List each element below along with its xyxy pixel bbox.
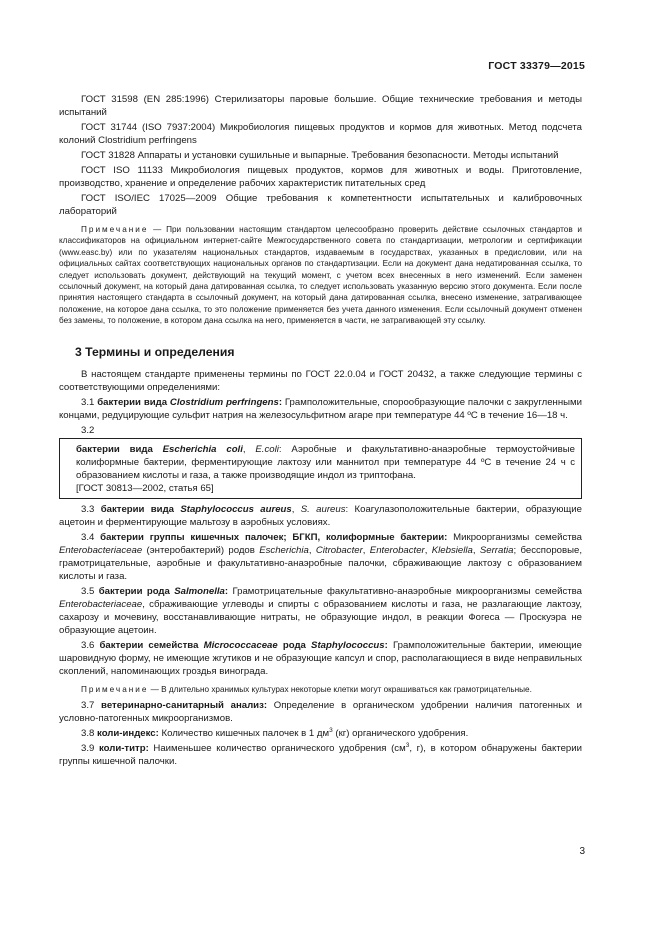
section-intro: В настоящем стандарте применены термины по ГОСТ 22.0.04 и ГОСТ 20432, а также следующие термины с соответствующими определениями: bbox=[59, 368, 582, 393]
term-3-1: 3.1 бактерии вида Clostridium perfringens: Грамположительные, спорообразующие палочки с закругленными концами, редуцирующие сульфит натрия на железосульфитном агаре при температуре 44 ºС в течение 16—18 ч. bbox=[59, 396, 582, 421]
note-label: Примечание bbox=[81, 684, 149, 694]
page-content bbox=[59, 93, 582, 770]
page-number: 3 bbox=[579, 846, 585, 857]
document-code-header: ГОСТ 33379—2015 bbox=[488, 60, 585, 72]
term-3-2-box bbox=[59, 438, 582, 499]
term-3-2-source: [ГОСТ 30813—2002, статья 65] bbox=[76, 482, 214, 494]
term-3-2-number: 3.2 bbox=[81, 424, 95, 436]
normative-reference: ГОСТ ISO 11133 Микробиология пищевых продуктов, кормов для животных и воды. Приготовление, производство, хранение и определение рабочих характеристик питательных сред bbox=[59, 165, 582, 189]
section-title: 3 Термины и определения bbox=[75, 344, 235, 359]
term-3-2: бактерии вида Escherichia coli, E.coli: Аэробные и факультативно-анаэробные термоустойчивые колиформные бактерии, ферментирующие лактозу или маннитол при температуре 44 ºС в течение 24 ч с образованием кислоты и газа, а также производящие индол из триптофана. bbox=[76, 443, 575, 481]
term-3-4: 3.4 бактерии группы кишечных палочек; БГКП, колиформные бактерии: Микроорганизмы семейства Enterobacteriaceae (энтеробактерий) родов Escherichia, Citrobacter, Enterobacter, Klebsiella, Serratia; бесспоровые, грамотрицательные, аэробные и факультативно-анаэробные палочки, сбраживающие лактозу с образованием кислоты и газа. bbox=[59, 531, 582, 582]
note-gram: Примечание — В длительно хранимых культурах некоторые клетки могут окрашиваться как грамотрицательные. bbox=[81, 684, 532, 694]
normative-reference: ГОСТ 31744 (ISO 7937:2004) Микробиология пищевых продуктов и кормов для животных. Метод подсчета колоний Clostridium perfringens bbox=[59, 122, 582, 146]
term-3-6: 3.6 бактерии семейства Micrococcaceae рода Staphylococcus: Грамположительные бактерии, имеющие шаровидную форму, не имеющие жгутиков и не образующие капсул и спор, располагающиеся в виде неправильных скоплений, напоминающих гроздья винограда. bbox=[59, 639, 582, 677]
normative-reference: ГОСТ ISO/IEC 17025—2009 Общие требования к компетентности испытательных и калибровочных лабораторий bbox=[59, 193, 582, 217]
note-references: Примечание — При пользовании настоящим стандартом целесообразно проверить действие ссылочных стандартов и классификаторов на официальном интернет-сайте Межгосударственного совета по стандартизации, метрологии и сертификации (www.easc.by) или по указателям национальных стандартов, издаваемым в государствах, указанных в предисловии, или на официальных сайтах соответствующих национальных органов по стандартизации. Если на документ дана недатированная ссылка, то следует использовать документ, действующий на текущий момент, с учетом всех внесенных в него изменений. Если заменен ссылочный документ, на который дана датированная ссылка, то следует использовать указанную версию этого документа. Если после принятия настоящего стандарта в ссылочный документ, на который дана датированная ссылка, внесено изменение, затрагивающее положение, на которое дана ссылка, то это положение применяется без учета данного изменения. Если ссылочный документ отменен без замены, то положение, в котором дана ссылка на него, применяется в части, не затрагивающей эту ссылку. bbox=[59, 225, 582, 326]
term-3-3: 3.3 бактерии вида Staphylococcus aureus, S. aureus: Коагулазоположительные бактерии, образующие ацетоин и ферментирующие мальтозу в аэробных условиях. bbox=[59, 503, 582, 528]
normative-reference: ГОСТ 31828 Аппараты и установки сушильные и выпарные. Требования безопасности. Методы испытаний bbox=[81, 150, 559, 161]
note-text: При пользовании настоящим стандартом целесообразно проверить действие ссылочных стандартов и классификаторов на официальном интернет-сайте Межгосударственного совета по стандартизации, метрологии и сертификации (www.easc.by) или по указателям национальных стандартов, издаваемым в государствах, указанных в предисловии, или на официальных сайтах соответствующих национальных органов по стандартизации. Если на документ дана недатированная ссылка, то следует использовать документ, действующий на текущий момент, с учетом всех внесенных в него изменений. Если заменен ссылочный документ, на который дана датированная ссылка, то следует использовать указанную версию этого документа. Если после принятия настоящего стандарта в ссылочный документ, на который дана датированная ссылка, внесено изменение, затрагивающее положение, на которое дана ссылка, то это положение применяется без учета данного изменения. Если ссылочный документ отменен без замены, то положение, в котором дана ссылка на него, применяется в части, не затрагивающей эту ссылку. bbox=[59, 225, 582, 326]
normative-reference: ГОСТ 31598 (EN 285:1996) Стерилизаторы паровые большие. Общие технические требования и методы испытаний bbox=[59, 94, 582, 118]
note-label: Примечание bbox=[81, 225, 149, 234]
term-3-7: 3.7 ветеринарно-санитарный анализ: Определение в органическом удобрении наличия патогенных и условно-патогенных микроорганизмов. bbox=[59, 700, 582, 725]
term-3-9: 3.9 коли-титр: Наименьшее количество органического удобрения ($см^3$, г), в котором обнаружены бактерии группы кишечной палочки. bbox=[59, 741, 582, 768]
note-text: В длительно хранимых культурах некоторые клетки могут окрашиваться как грамотрицательные. bbox=[161, 684, 532, 694]
term-3-5: 3.5 бактерии рода Salmonella: Грамотрицательные факультативно-анаэробные микроорганизмы семейства Enterobacteriaceae, сбраживающие углеводы и спирты с образованием кислоты и газа, не разлагающие лактозу, сахарозу и мочевину, восстанавливающие нитраты, не образующие индол, в реакции Фогеса — Проскуэра не образующие ацетоин. bbox=[59, 585, 582, 636]
term-3-8: 3.8 коли-индекс: Количество кишечных палочек в 1 $дм^3$ (кг) органического удобрения. bbox=[81, 726, 469, 740]
